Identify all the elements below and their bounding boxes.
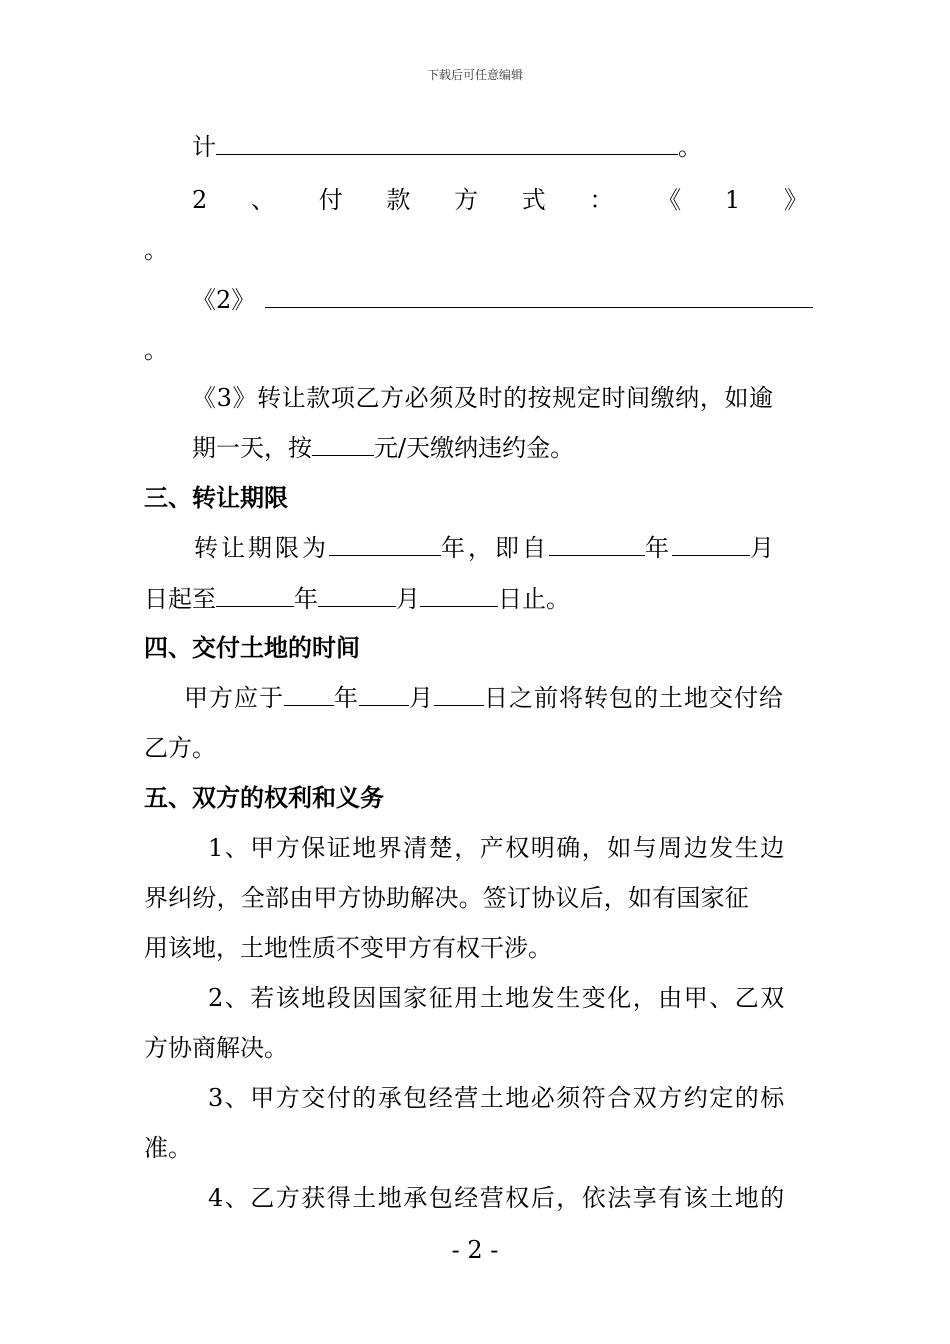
clause-3-line-1: 3、甲方交付的承包经营土地必须符合双方约定的标 (208, 1084, 786, 1112)
term-text: 年 (645, 534, 672, 562)
pay-char: 付 (318, 186, 343, 214)
period-mark: 。 (144, 336, 168, 364)
item-2-blank (265, 283, 813, 308)
delivery-text: 月 (409, 684, 434, 712)
pay-char: 款 (386, 186, 411, 214)
section-5-heading: 五、双方的权利和义务 (144, 783, 384, 812)
start-month-blank (672, 531, 750, 556)
term-line-1 (194, 531, 777, 565)
delivery-day-blank (434, 681, 484, 706)
pay-char: 《 (657, 186, 682, 214)
pay-char: 2 (192, 186, 208, 214)
term-text: 月 (396, 585, 420, 613)
page-number: - 2 - (451, 1236, 499, 1264)
section-3-heading: 三、转让期限 (144, 483, 288, 512)
pay-char: 1 (724, 186, 741, 214)
section-4-heading: 四、交付土地的时间 (144, 633, 360, 662)
late-fee-blank (312, 431, 374, 456)
start-year-blank (549, 531, 645, 556)
term-text: 年，即自 (441, 534, 549, 562)
payment-method-line (192, 183, 808, 217)
end-month-blank (318, 582, 396, 607)
pay-char: 方 (454, 186, 479, 214)
payment-item-3: 《3》转让款项乙方必须及时的按规定时间缴纳，如逾 (192, 384, 774, 412)
clause-4-line-1: 4、乙方获得土地承包经营权后，依法享有该土地的 (208, 1184, 786, 1212)
term-text: 日止。 (498, 585, 570, 613)
page-header: 下载后可任意编辑 (426, 68, 523, 82)
late-fee-post: 元/天缴纳违约金。 (374, 434, 575, 462)
pay-char: ： (589, 186, 614, 214)
item-2-label: 《2》 (192, 286, 256, 314)
clause-2-line-2: 方协商解决。 (144, 1034, 288, 1062)
clause-3-line-2: 准。 (144, 1134, 192, 1162)
pay-char: 、 (250, 186, 275, 214)
delivery-month-blank (359, 681, 409, 706)
clause-1-line-1: 1、甲方保证地界清楚，产权明确，如与周边发生边 (208, 834, 786, 862)
term-text: 日起至 (144, 585, 216, 613)
term-text: 转让期限为 (194, 534, 329, 562)
delivery-line-1 (184, 681, 784, 715)
late-fee-line (192, 431, 574, 465)
pay-char: 》 (783, 186, 808, 214)
delivery-text: 甲方应于 (184, 684, 284, 712)
end-day-blank (420, 582, 498, 607)
payment-item-2 (192, 283, 813, 317)
delivery-text: 日之前将转包的土地交付给 (484, 684, 784, 712)
end-year-blank (216, 582, 294, 607)
clause-2-line-1: 2、若该地段因国家征用土地发生变化，由甲、乙双 (208, 984, 786, 1012)
delivery-year-blank (284, 681, 334, 706)
total-blank (216, 130, 678, 155)
late-fee-pre: 期一天，按 (192, 434, 312, 462)
delivery-line-2: 乙方。 (144, 734, 216, 762)
period-mark: 。 (144, 236, 168, 264)
pay-char: 式 (521, 186, 546, 214)
term-line-2 (144, 582, 570, 616)
clause-1-line-2: 界纠纷，全部由甲方协助解决。签订协议后，如有国家征 (144, 884, 749, 912)
total-end: 。 (678, 133, 702, 161)
total-line (192, 130, 702, 164)
delivery-text: 年 (334, 684, 359, 712)
clause-1-line-3: 用该地，土地性质不变甲方有权干涉。 (144, 934, 552, 962)
term-years-blank (329, 531, 441, 556)
total-label: 计 (192, 133, 216, 161)
term-text: 月 (750, 534, 777, 562)
term-text: 年 (294, 585, 318, 613)
